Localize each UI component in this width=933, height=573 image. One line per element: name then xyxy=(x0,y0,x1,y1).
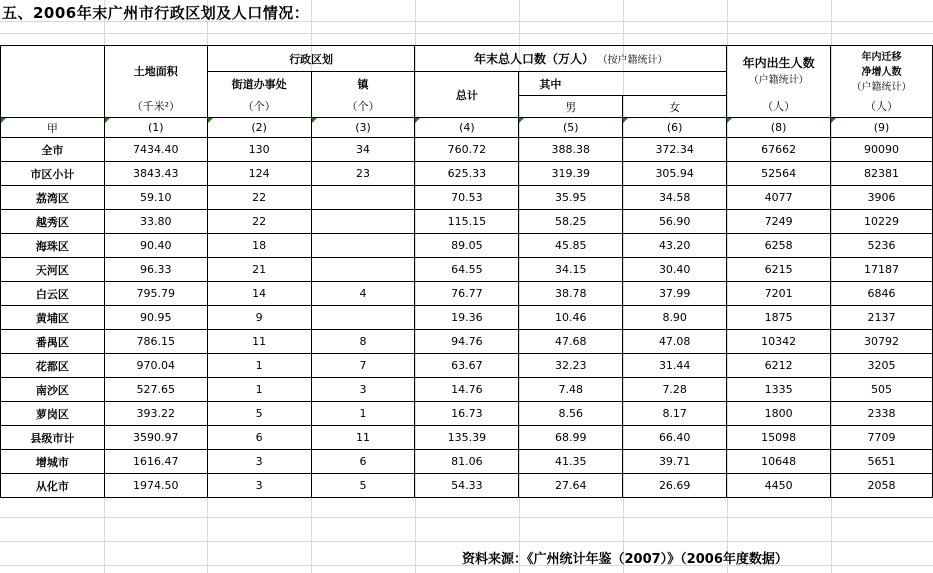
table-row xyxy=(1,450,933,474)
births-cell[interactable]: 10342 xyxy=(727,330,831,354)
cell-marker xyxy=(519,118,524,123)
region-name-cell[interactable]: 海珠区 xyxy=(1,234,105,258)
street-office-cell[interactable]: 14 xyxy=(207,282,311,306)
index-cell[interactable] xyxy=(727,118,831,138)
female-pop-cell[interactable]: 31.44 xyxy=(623,354,727,378)
births-cell[interactable]: 67662 xyxy=(727,138,831,162)
migration-unit[interactable]: （人） xyxy=(831,96,933,118)
sheet-title: 五、2006年末广州市行政区划及人口情况： xyxy=(2,4,310,22)
male-pop-cell[interactable]: 58.25 xyxy=(519,210,623,234)
cell-marker xyxy=(105,118,110,123)
town-cell[interactable]: 7 xyxy=(311,354,415,378)
region-name-cell[interactable]: 黄埔区 xyxy=(1,306,105,330)
table-row xyxy=(1,162,933,186)
table-row xyxy=(1,402,933,426)
births-cell[interactable]: 10648 xyxy=(727,450,831,474)
header-total[interactable]: 总计 xyxy=(415,72,519,118)
female-pop-cell[interactable]: 47.08 xyxy=(623,330,727,354)
female-pop-cell[interactable]: 39.71 xyxy=(623,450,727,474)
births-cell[interactable]: 15098 xyxy=(727,426,831,450)
header-births[interactable] xyxy=(727,46,831,96)
town-unit[interactable]: （个） xyxy=(311,96,415,118)
index-label: (9) xyxy=(873,121,890,134)
town-cell[interactable] xyxy=(311,258,415,282)
migration-cell[interactable]: 3906 xyxy=(831,186,933,210)
street-office-cell[interactable]: 1 xyxy=(207,378,311,402)
female-pop-cell[interactable]: 37.99 xyxy=(623,282,727,306)
total-pop-cell[interactable]: 81.06 xyxy=(415,450,519,474)
total-pop-cell[interactable]: 16.73 xyxy=(415,402,519,426)
total-pop-cell[interactable]: 76.77 xyxy=(415,282,519,306)
index-label: (6) xyxy=(666,121,683,134)
total-pop-cell[interactable]: 625.33 xyxy=(415,162,519,186)
data-source-note: 资料来源：《广州统计年鉴（2007）》（2006年度数据） xyxy=(462,552,788,567)
index-label: (3) xyxy=(355,121,371,134)
region-name-cell[interactable]: 从化市 xyxy=(1,474,105,498)
migration-cell[interactable]: 90090 xyxy=(831,138,933,162)
index-cell[interactable] xyxy=(519,118,623,138)
town-cell[interactable]: 1 xyxy=(311,402,415,426)
births-cell[interactable]: 4450 xyxy=(727,474,831,498)
region-name-cell[interactable]: 越秀区 xyxy=(1,210,105,234)
births-label: 年内出生人数 xyxy=(742,56,815,70)
index-label: (8) xyxy=(770,121,787,134)
street-office-cell[interactable]: 6 xyxy=(207,426,311,450)
header-among[interactable]: 其中 xyxy=(519,72,727,96)
female-pop-cell[interactable]: 305.94 xyxy=(623,162,727,186)
table-row xyxy=(1,378,933,402)
cell-marker xyxy=(727,118,732,123)
town-cell[interactable]: 6 xyxy=(311,450,415,474)
region-name-cell[interactable]: 全市 xyxy=(1,138,105,162)
street-office-unit[interactable]: （个） xyxy=(207,96,311,118)
migration-cell[interactable]: 10229 xyxy=(831,210,933,234)
table-row xyxy=(1,258,933,282)
land-area-cell[interactable]: 1974.50 xyxy=(104,474,207,498)
male-pop-cell[interactable]: 38.78 xyxy=(519,282,623,306)
town-cell[interactable]: 4 xyxy=(311,282,415,306)
town-cell[interactable] xyxy=(311,186,415,210)
region-name-cell[interactable]: 花都区 xyxy=(1,354,105,378)
total-pop-cell[interactable]: 70.53 xyxy=(415,186,519,210)
region-name-cell[interactable]: 萝岗区 xyxy=(1,402,105,426)
index-cell[interactable] xyxy=(623,118,727,138)
table-row xyxy=(1,282,933,306)
table-body xyxy=(1,138,933,498)
table-row xyxy=(1,474,933,498)
header-town[interactable]: 镇 xyxy=(311,72,415,96)
female-pop-cell[interactable]: 56.90 xyxy=(623,210,727,234)
street-office-cell[interactable]: 5 xyxy=(207,402,311,426)
header-year-end-pop[interactable] xyxy=(415,46,727,72)
index-cell[interactable] xyxy=(104,118,207,138)
migration-cell[interactable]: 6846 xyxy=(831,282,933,306)
total-pop-cell[interactable]: 19.36 xyxy=(415,306,519,330)
female-pop-cell[interactable]: 8.17 xyxy=(623,402,727,426)
total-pop-cell[interactable]: 63.67 xyxy=(415,354,519,378)
header-female[interactable]: 女 xyxy=(623,96,727,118)
land-area-cell[interactable]: 786.15 xyxy=(104,330,207,354)
town-cell[interactable]: 11 xyxy=(311,426,415,450)
header-migration[interactable] xyxy=(831,46,933,96)
header-row-1 xyxy=(1,46,933,72)
town-cell[interactable] xyxy=(311,234,415,258)
table-row xyxy=(1,306,933,330)
total-pop-cell[interactable]: 760.72 xyxy=(415,138,519,162)
migration-label-2: 净增人数 xyxy=(861,67,902,78)
table-row xyxy=(1,234,933,258)
region-name-cell[interactable]: 南沙区 xyxy=(1,378,105,402)
land-area-cell[interactable]: 90.95 xyxy=(104,306,207,330)
migration-cell[interactable]: 17187 xyxy=(831,258,933,282)
total-pop-cell[interactable]: 94.76 xyxy=(415,330,519,354)
index-cell[interactable] xyxy=(415,118,519,138)
town-cell[interactable]: 34 xyxy=(311,138,415,162)
migration-cell[interactable]: 2137 xyxy=(831,306,933,330)
population-table xyxy=(0,45,933,498)
births-cell[interactable]: 1800 xyxy=(727,402,831,426)
land-area-cell[interactable]: 96.33 xyxy=(104,258,207,282)
migration-cell[interactable]: 2058 xyxy=(831,474,933,498)
births-cell[interactable]: 6215 xyxy=(727,258,831,282)
town-cell[interactable]: 5 xyxy=(311,474,415,498)
total-pop-cell[interactable]: 54.33 xyxy=(415,474,519,498)
migration-note: （户籍统计） xyxy=(851,82,912,93)
street-office-cell[interactable]: 1 xyxy=(207,354,311,378)
table-row xyxy=(1,354,933,378)
total-pop-cell[interactable]: 64.55 xyxy=(415,258,519,282)
street-office-cell[interactable]: 22 xyxy=(207,186,311,210)
migration-cell[interactable]: 505 xyxy=(831,378,933,402)
migration-cell[interactable]: 5236 xyxy=(831,234,933,258)
header-land-area[interactable]: 土地面积 xyxy=(104,46,207,96)
total-pop-cell[interactable]: 115.15 xyxy=(415,210,519,234)
total-pop-cell[interactable]: 89.05 xyxy=(415,234,519,258)
births-cell[interactable]: 52564 xyxy=(727,162,831,186)
total-pop-cell[interactable]: 135.39 xyxy=(415,426,519,450)
table-row xyxy=(1,138,933,162)
migration-cell[interactable]: 5651 xyxy=(831,450,933,474)
migration-cell[interactable]: 7709 xyxy=(831,426,933,450)
male-pop-cell[interactable]: 27.64 xyxy=(519,474,623,498)
cell-marker xyxy=(208,118,213,123)
male-pop-cell[interactable]: 8.56 xyxy=(519,402,623,426)
land-area-cell[interactable]: 1616.47 xyxy=(104,450,207,474)
female-pop-cell[interactable]: 43.20 xyxy=(623,234,727,258)
street-office-cell[interactable]: 22 xyxy=(207,210,311,234)
index-cell[interactable] xyxy=(311,118,415,138)
cell-marker xyxy=(831,118,836,123)
births-note: （户籍统计） xyxy=(748,75,809,86)
region-name-cell[interactable]: 增城市 xyxy=(1,450,105,474)
migration-cell[interactable]: 3205 xyxy=(831,354,933,378)
male-pop-cell[interactable]: 34.15 xyxy=(519,258,623,282)
male-pop-cell[interactable]: 41.35 xyxy=(519,450,623,474)
index-cell[interactable] xyxy=(1,118,105,138)
land-area-cell[interactable]: 7434.40 xyxy=(104,138,207,162)
male-pop-cell[interactable]: 35.95 xyxy=(519,186,623,210)
total-pop-cell[interactable]: 14.76 xyxy=(415,378,519,402)
index-label: (1) xyxy=(147,121,164,134)
table-row xyxy=(1,210,933,234)
migration-cell[interactable]: 2338 xyxy=(831,402,933,426)
header-street-office[interactable]: 街道办事处 xyxy=(207,72,311,96)
migration-cell[interactable]: 82381 xyxy=(831,162,933,186)
male-pop-cell[interactable]: 68.99 xyxy=(519,426,623,450)
female-pop-cell[interactable]: 34.58 xyxy=(623,186,727,210)
street-office-cell[interactable]: 124 xyxy=(207,162,311,186)
header-admin-division[interactable]: 行政区划 xyxy=(207,46,415,72)
land-area-cell[interactable]: 393.22 xyxy=(104,402,207,426)
births-cell[interactable]: 4077 xyxy=(727,186,831,210)
cell-marker xyxy=(312,118,317,123)
region-name-cell[interactable]: 番禺区 xyxy=(1,330,105,354)
street-office-cell[interactable]: 9 xyxy=(207,306,311,330)
street-office-cell[interactable]: 11 xyxy=(207,330,311,354)
street-office-cell[interactable]: 3 xyxy=(207,450,311,474)
land-area-unit[interactable]: （千米²） xyxy=(104,96,207,118)
land-area-cell[interactable]: 59.10 xyxy=(104,186,207,210)
births-cell[interactable]: 7249 xyxy=(727,210,831,234)
cell-marker xyxy=(1,118,6,123)
year-end-pop-note: （按户籍统计） xyxy=(597,55,668,66)
female-pop-cell[interactable]: 372.34 xyxy=(623,138,727,162)
male-pop-cell[interactable]: 388.38 xyxy=(519,138,623,162)
header-male[interactable]: 男 xyxy=(519,96,623,118)
region-name-cell[interactable]: 荔湾区 xyxy=(1,186,105,210)
index-label: (4) xyxy=(459,121,475,134)
street-office-cell[interactable]: 3 xyxy=(207,474,311,498)
land-area-cell[interactable]: 795.79 xyxy=(104,282,207,306)
index-cell[interactable] xyxy=(207,118,311,138)
index-label: 甲 xyxy=(46,121,58,135)
male-pop-cell[interactable]: 10.46 xyxy=(519,306,623,330)
male-pop-cell[interactable]: 7.48 xyxy=(519,378,623,402)
street-office-cell[interactable]: 18 xyxy=(207,234,311,258)
migration-cell[interactable]: 30792 xyxy=(831,330,933,354)
town-cell[interactable] xyxy=(311,306,415,330)
header-corner[interactable] xyxy=(1,46,105,118)
region-name-cell[interactable]: 天河区 xyxy=(1,258,105,282)
table-row xyxy=(1,330,933,354)
births-unit[interactable]: （人） xyxy=(727,96,831,118)
births-cell[interactable]: 7201 xyxy=(727,282,831,306)
migration-label-1: 年内迁移 xyxy=(861,52,902,63)
female-pop-cell[interactable]: 26.69 xyxy=(623,474,727,498)
births-cell[interactable]: 6212 xyxy=(727,354,831,378)
land-area-cell[interactable]: 90.40 xyxy=(104,234,207,258)
table-row xyxy=(1,186,933,210)
town-cell[interactable]: 23 xyxy=(311,162,415,186)
region-name-cell[interactable]: 白云区 xyxy=(1,282,105,306)
female-pop-cell[interactable]: 7.28 xyxy=(623,378,727,402)
births-cell[interactable]: 6258 xyxy=(727,234,831,258)
land-area-cell[interactable]: 3590.97 xyxy=(104,426,207,450)
cell-marker xyxy=(415,118,420,123)
female-pop-cell[interactable]: 66.40 xyxy=(623,426,727,450)
index-row xyxy=(1,118,933,138)
land-area-cell[interactable]: 527.65 xyxy=(104,378,207,402)
female-pop-cell[interactable]: 30.40 xyxy=(623,258,727,282)
female-pop-cell[interactable]: 8.90 xyxy=(623,306,727,330)
year-end-pop-label: 年末总人口数（万人） xyxy=(474,52,595,66)
male-pop-cell[interactable]: 319.39 xyxy=(519,162,623,186)
region-name-cell[interactable]: 县级市计 xyxy=(1,426,105,450)
town-cell[interactable]: 8 xyxy=(311,330,415,354)
index-label: (5) xyxy=(562,121,579,134)
region-name-cell[interactable]: 市区小计 xyxy=(1,162,105,186)
male-pop-cell[interactable]: 45.85 xyxy=(519,234,623,258)
street-office-cell[interactable]: 21 xyxy=(207,258,311,282)
land-area-cell[interactable]: 33.80 xyxy=(104,210,207,234)
male-pop-cell[interactable]: 47.68 xyxy=(519,330,623,354)
index-cell[interactable] xyxy=(831,118,933,138)
land-area-cell[interactable]: 3843.43 xyxy=(104,162,207,186)
land-area-cell[interactable]: 970.04 xyxy=(104,354,207,378)
cell-marker xyxy=(623,118,628,123)
male-pop-cell[interactable]: 32.23 xyxy=(519,354,623,378)
town-cell[interactable]: 3 xyxy=(311,378,415,402)
births-cell[interactable]: 1335 xyxy=(727,378,831,402)
town-cell[interactable] xyxy=(311,210,415,234)
births-cell[interactable]: 1875 xyxy=(727,306,831,330)
table-row xyxy=(1,426,933,450)
street-office-cell[interactable]: 130 xyxy=(207,138,311,162)
index-label: (2) xyxy=(251,121,267,134)
